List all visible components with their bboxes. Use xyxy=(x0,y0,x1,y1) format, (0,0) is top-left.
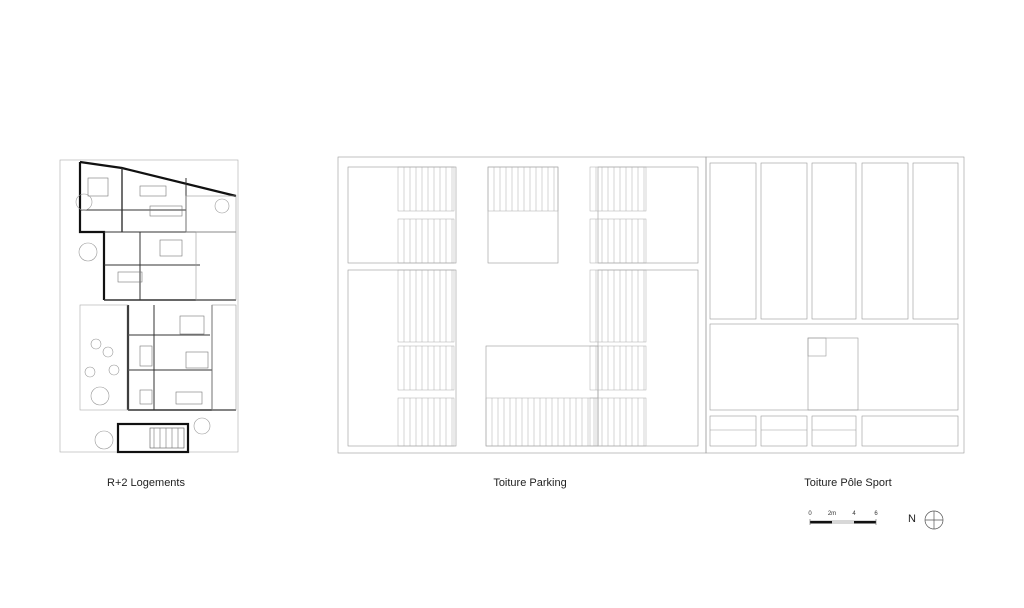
louvre-band xyxy=(488,167,558,211)
plan-top-wall xyxy=(80,162,236,196)
louvre-band xyxy=(486,398,598,446)
plan-courtyard xyxy=(80,305,128,410)
caption-roof-parking: Toiture Parking xyxy=(493,477,567,489)
louvre-band xyxy=(590,346,646,390)
louvre-band xyxy=(398,167,454,211)
roof-plan-sport xyxy=(706,157,964,453)
plan-site-outline xyxy=(60,160,238,452)
north-label: N xyxy=(908,513,916,525)
scale-label-6: 6 xyxy=(874,511,878,517)
caption-roof-sport: Toiture Pôle Sport xyxy=(804,477,892,489)
roof-plan-parking xyxy=(338,157,706,453)
louvre-band xyxy=(398,270,454,342)
plan-left-wall-upper xyxy=(80,162,104,300)
louvre-band xyxy=(590,167,646,211)
louvre-band xyxy=(590,398,646,446)
louvre-band xyxy=(398,398,454,446)
louvre-band xyxy=(398,346,454,390)
louvre-band xyxy=(398,219,454,263)
floor-plan-r2 xyxy=(60,160,238,452)
louvre-band xyxy=(590,270,646,342)
sport-roof-skylight xyxy=(808,338,858,410)
scale-label-2m: 2m xyxy=(827,511,837,517)
louvre-band xyxy=(590,219,646,263)
scale-label-4: 4 xyxy=(852,511,856,517)
scale-label-0: 0 xyxy=(808,511,812,517)
scale-bar xyxy=(810,519,876,525)
north-arrow-icon xyxy=(925,511,943,529)
caption-plan-r2: R+2 Logements xyxy=(107,477,185,489)
sport-roof-outline xyxy=(706,157,964,453)
